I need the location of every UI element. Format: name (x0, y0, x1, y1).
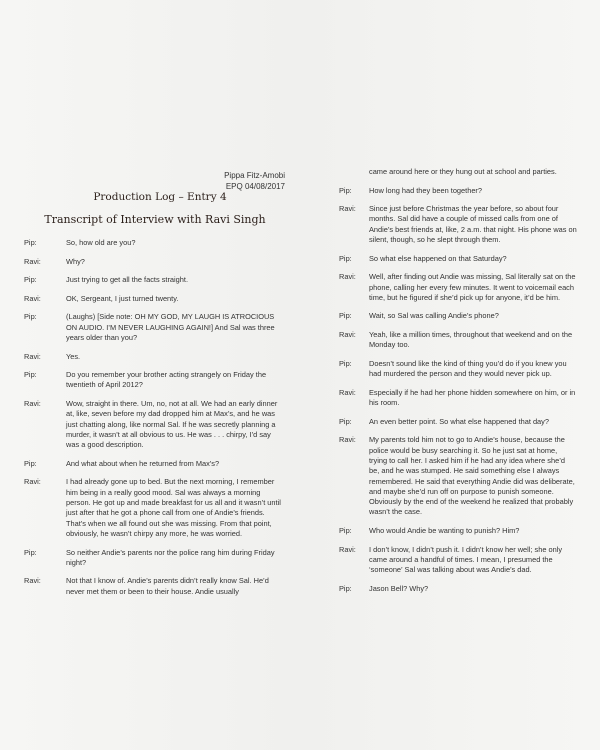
transcript-line (24, 459, 286, 469)
course-date: EPQ 04/08/2017 (225, 182, 285, 191)
speaker-label: Ravi: (339, 204, 356, 214)
transcript-line (339, 584, 577, 594)
dialogue-text: An even better point. So what else happened that day? (369, 416, 549, 426)
speaker-label: Pip: (24, 312, 37, 322)
dialogue-text: Wow, straight in there. Um, no, not at all. We had an early dinner at, like, seven before my dad dropped him at Max’s, and he was just chatting along, like normal Sal. If he was secretly planning a murder, it wasn’t at all obvious to us. He was . . . chirpy, I’d say was a good description. (66, 399, 278, 450)
speaker-label: Ravi: (24, 399, 41, 409)
dialogue-text: And what about when he returned from Max’s? (66, 458, 220, 468)
speaker-label: Pip: (339, 416, 352, 426)
transcript-line (24, 294, 286, 304)
transcript-line (339, 186, 577, 196)
transcript-line (24, 399, 286, 450)
dialogue-text: OK, Sergeant, I just turned twenty. (66, 293, 179, 303)
document-header (185, 170, 285, 192)
dialogue-text: So what else happened on that Saturday? (369, 253, 507, 263)
transcript-line (339, 254, 577, 264)
transcript-line (339, 545, 577, 576)
speaker-label: Ravi: (339, 330, 356, 340)
transcript-title: Transcript of Interview with Ravi Singh (44, 213, 266, 226)
transcript-line (24, 238, 286, 248)
dialogue-text: Yes. (66, 351, 81, 361)
dialogue-text: Doesn’t sound like the kind of thing you’d do if you knew you had murdered the person and they would never pick up. (369, 358, 567, 379)
dialogue-text: My parents told him not to go to Andie’s house, because the police would be busy searching it. So he just sat at home, trying to call her. I asked him if he had any idea where she’d be, and he was stumped. He said something else I always remembered. He said that everything Andie did was deliberate, and maybe she’d run off on purpose to punish someone. Obviously by the end of the weekend he realized that probably wasn’t the case. (369, 435, 575, 517)
dialogue-text: Who would Andie be wanting to punish? Him? (369, 525, 520, 535)
transcript-line (339, 526, 577, 536)
transcript-line (24, 576, 286, 597)
right-transcript-column (339, 167, 577, 602)
speaker-label: Ravi: (24, 351, 41, 361)
dialogue-text: Wait, so Sal was calling Andie’s phone? (369, 311, 499, 321)
transcript-line (339, 311, 577, 321)
speaker-label: Pip: (24, 275, 37, 285)
speaker-label: Pip: (24, 458, 37, 468)
dialogue-text: came around here or they hung out at school and parties. (369, 167, 557, 176)
speaker-label: Ravi: (24, 576, 41, 586)
transcript-line (24, 477, 286, 539)
dialogue-text: Especially if he had her phone hidden somewhere on him, or in his room. (369, 387, 576, 408)
speaker-label: Ravi: (339, 544, 356, 554)
dialogue-text: So, how old are you? (66, 238, 136, 247)
dialogue-text: Do you remember your brother acting strangely on Friday the twentieth of April 2012? (66, 370, 267, 390)
dialogue-text: Since just before Christmas the year before, so about four months. Sal did have a couple of missed calls from one of Andie’s best friends at, like, 2 a.m. that night. His phone was on silent, though, so he slept through them. (369, 204, 577, 245)
speaker-label: Ravi: (24, 477, 41, 487)
dialogue-text: Just trying to get all the facts straight. (66, 275, 189, 285)
speaker-label: Pip: (339, 583, 352, 593)
dialogue-text: (Laughs) [Side note: OH MY GOD, MY LAUGH IS ATROCIOUS ON AUDIO. I’M NEVER LAUGHING AGAIN!] And Sal was three years older than you? (66, 312, 275, 342)
speaker-label: Pip: (339, 253, 352, 263)
transcript-line (339, 388, 577, 409)
log-title: Production Log – Entry 4 (93, 191, 227, 203)
dialogue-text: Well, after finding out Andie was missing, Sal literally sat on the phone, calling her every few minutes. It went to voicemail each time, but he figured if she’d pick up for anyone, it’d be him. (369, 272, 576, 302)
left-transcript-column (24, 238, 286, 605)
speaker-label: Ravi: (339, 387, 356, 397)
dialogue-text: So neither Andie’s parents nor the police rang him during Friday night? (66, 547, 275, 567)
author-name: Pippa Fitz-Amobi (224, 171, 285, 180)
speaker-label (339, 167, 369, 177)
dialogue-text: How long had they been together? (369, 185, 482, 195)
transcript-line (339, 272, 577, 303)
speaker-label: Pip: (339, 311, 352, 321)
speaker-label: Pip: (339, 358, 352, 368)
transcript-line (24, 548, 286, 569)
speaker-label: Ravi: (24, 256, 41, 266)
speaker-label: Ravi: (339, 435, 356, 445)
transcript-line (339, 435, 577, 517)
speaker-label: Pip: (24, 238, 37, 247)
transcript-line (24, 352, 286, 362)
transcript-line (339, 417, 577, 427)
dialogue-text: Jason Bell? Why? (369, 583, 429, 593)
transcript-line (339, 359, 577, 380)
transcript-line (24, 257, 286, 267)
speaker-label: Pip: (339, 525, 352, 535)
dialogue-text: Why? (66, 256, 85, 266)
transcript-line (339, 167, 577, 177)
transcript-line (339, 330, 577, 351)
dialogue-text: I don’t know, I didn’t push it. I didn’t know her well; she only came around a handful of times. I mean, I presumed the ‘someone’ Sal was talking about was Andie’s dad. (369, 544, 563, 575)
speaker-label: Pip: (24, 547, 37, 557)
dialogue-text: I had already gone up to bed. But the next morning, I remember him being in a really good mood. Sal was always a morning person. He got up and made breakfast for us all and it wasn’t until just after that he got a phone call from one of Andie’s friends. That’s when we all found out she was missing. From that point, obviously, he wasn’t chirpy any more, he was worried. (66, 477, 281, 538)
speaker-label: Pip: (24, 370, 37, 380)
transcript-line (339, 204, 577, 245)
transcript-line (24, 275, 286, 285)
speaker-label: Pip: (339, 185, 352, 195)
transcript-line (24, 370, 286, 391)
dialogue-text: Yeah, like a million times, throughout that weekend and on the Monday too. (369, 330, 573, 350)
dialogue-text: Not that I know of. Andie’s parents didn’t really know Sal. He’d never met them or been to their house. Andie usually (66, 576, 269, 596)
speaker-label: Ravi: (24, 293, 41, 303)
transcript-line (24, 312, 286, 343)
speaker-label: Ravi: (339, 272, 356, 282)
